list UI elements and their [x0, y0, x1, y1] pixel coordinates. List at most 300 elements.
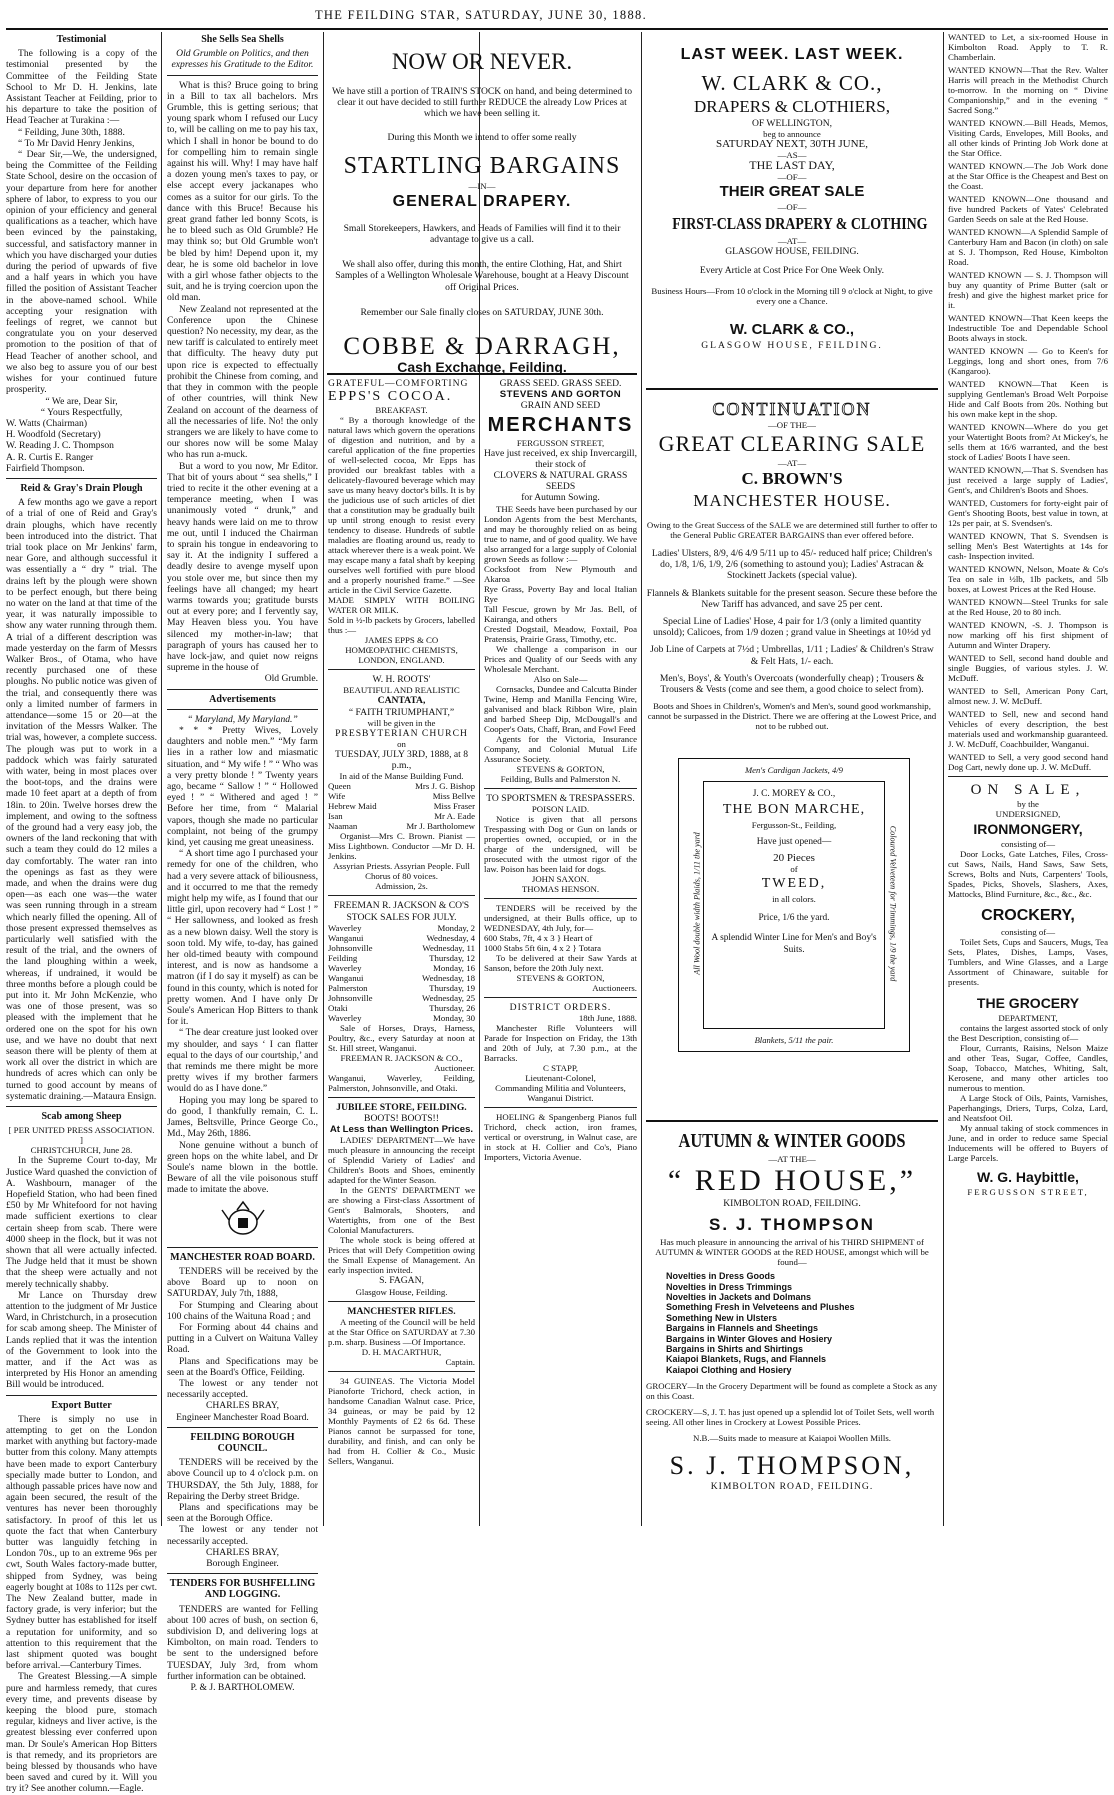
ad-text: Tall Fescue, grown by Mr Jas. Bell, of Kairanga, and others [484, 603, 637, 624]
ad-text: During this Month we intend to offer some really [387, 131, 577, 143]
sale-row [328, 1013, 475, 1023]
column-news-2 [167, 32, 318, 1694]
ad-text: HOMŒOPATHIC CHEMISTS, [345, 645, 458, 656]
ad-text: —OF— [777, 201, 807, 212]
wanted-ad: WANTED KNOWN,—That S. Svendsen has just received a large supply of Ladies', Gent's, and Children's Boots and Shoes. [948, 465, 1108, 495]
ad-text: To be delivered at their Saw Yards at Sanson, before the 20th July next. [484, 952, 637, 973]
ad-signature: Glasgow House, Feilding. [355, 1286, 448, 1297]
ad-text: Notice is given that all persons Trespassing with Dog or Gun on lands or properties owned, occupied, or in the charge of the undersigned, will be prosecuted with the utmost rigor of the law. Poison has been laid for dogs. [484, 813, 637, 874]
ad-thompson [646, 1128, 938, 1528]
goods-item: Something New in Ulsters [666, 1312, 778, 1323]
ad-text: Manchester Rifle Volunteers will Parade for Inspection on Friday, the 13th and 20th of July, at 7.30 p.m., at the Barracks. [484, 1023, 637, 1064]
sale-row [328, 983, 475, 993]
article-text: The following is a copy of the testimonial presented by the Committee of the Feilding State School to Mr D. H. Jenkins, late Assistant Teacher at Feilding, prior to his departure to take the position of Head Teacher at Turakina :— [6, 48, 157, 127]
divider [327, 373, 637, 375]
ad-signature: JOHN SAXON. [531, 873, 590, 884]
ad-text: “ By a thorough knowledge of the natural laws which govern the operations of digestion and nutrition, and by a careful application of the fine properties of well-selected cocoa, Mr Epps has provided our breakfast tables with a delicately-flavoured beverage which may save us many heavy doctor's bills. It is by the judicious use of such articles of diet that a constitution may be gradually built up until strong enough to resist every tendency to disease. Hundreds of subtle maladies are floating around us, ready to attack wherever there is a weak point. We may escape many a fatal shaft by keeping ourselves well fortified with pure blood and a properly nourished frame.” —See article in the Civil Service Gazette. [328, 415, 475, 596]
sale-date: Wednesday, 18 [422, 972, 475, 983]
divider [167, 689, 318, 690]
sale-place: Wanganui [328, 972, 364, 983]
ad-text: Rye Grass, Poverty Bay and local Italian Rye [484, 583, 637, 604]
ad-text: 600 Stabs, 7ft, 4 x 3 } Heart of [484, 932, 593, 943]
ad-text: JAMES EPPS & CO [364, 635, 439, 646]
ad-headline: “ RED HOUSE,” [667, 1164, 917, 1197]
wanted-ad: WANTED KNOWN—One thousand and five hundred Packets of Yates' Celebrated Garden Seeds on sale at the Red House. [948, 194, 1108, 224]
column-news-1 [6, 32, 157, 1795]
divider [167, 709, 318, 710]
sale-date: Wednesday, 4 [426, 932, 475, 943]
goods-item: Something Fresh in Velveteens and Plushes [666, 1302, 855, 1313]
divider [328, 1301, 475, 1302]
ad-headline: MANCHESTER RIFLES. [347, 1305, 456, 1317]
ad-headline: STARTLING BARGAINS [343, 152, 621, 179]
sale-place: Waverley [328, 1012, 362, 1023]
article-text: The Greatest Blessing.—A simple pure and harmless remedy, that cures every time, and prevents disease by keeping the blood pure, stomach regular, kidneys and liver active, is the greatest blessing ever conferred upon man. Dr Soule's American Hop Bitters is that remedy, and its proprietors are being blessed by thousands who have been saved and cured by it. Will you try it? See another column.—Eagle. [6, 1671, 157, 1795]
ad-text: MADE SIMPLY WITH BOILING WATER OR MILK. [328, 595, 475, 616]
sale-row [328, 953, 475, 963]
ad-signature: Lieutenant-Colonel, [525, 1073, 596, 1084]
sale-row [328, 963, 475, 973]
article-text: A few months ago we gave a report of a trial of one of Reid and Gray's drain ploughs, which have recently been introduced into the district. That trial took place on Mr Jenkins' farm, near Gore, and although successful it was essentially a “ dry ” trial. The drains left by the plough were shown to be perfect enough, but there being no water on the land at that time of the year, it was naturally impossible to show any water running through them. A trial of a different description was made yesterday on the farm of Messrs Walker Bros., of Otama, who have recently purchased one of these ploughs. No public notice was given of the trial, and consequently there was only a limited number of farmers in attendance—some 15 or 20—at the invitation of the Messrs Walker. The trial was, however, a complete success. The plough was put to work in a paddock which was fairly saturated with water, being in most places over the boot-tops, and the drains were made 10 feet apart at a depth of from 18in. to 20in. Twelve horses drew the implement, and owing to the softness of the ground had a very easy job, the owners of the land reckoning that with such a team they could do 12 miles a day comfortably. The water ran into the openings as fast as they were made, and when the drains were dug open—as each one was—the water was seen running through in a stream which nearly filled the opening. All of those present expressed themselves as particularly well satisfied with the result of the trial, and the owners of the land ploughing within a week, whereas, if undrained, it would be three months before a plough could be put into it. Mr John McKenzie, who was one of those present, was so pleased with the implement that he ordered one on the spot for his own use, and we have no doubt that next season there will be plenty of them at work all over the district in which are hundreds of acres which can only be turned to good account by means of systematic draining.—Mataura Ensign. [6, 497, 157, 1102]
goods-item: Bargains in Shirts and Shirtings [666, 1344, 804, 1355]
sale-place: Johnsonville [328, 992, 373, 1003]
ad-text: THE Seeds have been purchased by our London Agents from the best Merchants, and may be thoroughly relied on as being true to name, and of good quality. We have also arranged for a large supply of Colonial grown Seeds as follow :— [484, 503, 638, 564]
headline-bushfelling: TENDERS FOR BUSHFELLING AND LOGGING. [169, 1578, 316, 1601]
cast-row [328, 781, 475, 791]
article-text: What is this? Bruce going to bring in a Bill to tax all bachelors. Mrs Grumble, this is getting serious; that young spark whom I refused our Lucy to, will be calling on me to pay his tax, which I shall in honor be bound to do for compelling him to remain single against his will. Why! I may have half a dozen young men's taxes to pay, or else accept every jackanapes who comes as a suitor for our girls. To the dance with this Bruce! Because his great grand father led bonny Scots, is he to bleed such as Old Grumble? He may think so; but Old Grumble won't be bled by him! Depend upon it, my dear, he is some old bachelor in love with a girl whose father objects to the suit, and he is trying coercion upon the old man. [167, 79, 318, 304]
ad-text: contains the largest assorted stock of only the Best Description, consisting of— [948, 1023, 1108, 1043]
ad-text: Organist—Mrs C. Brown. Pianist —Miss Lightbown. Conductor —Mr D. H. Jenkins. [328, 831, 475, 862]
ad-text: GROCERY—In the Grocery Department will be found as complete a Stock as any on this Coast. [646, 1381, 938, 1402]
ad-text: Boots and Shoes in Children's, Women's and Men's, sound good workmanship, cannot be surpassed in the District. There we are offering at the Lowest Price, and not to be rubbed out. [647, 701, 937, 732]
ad-signature: STEVENS & GORTON, [516, 972, 605, 983]
ad-text: Wanganui, Waverley, Feilding, Palmerston, Johnsonville, and Otaki. [328, 1072, 475, 1093]
ad-text: THE LAST DAY, [749, 158, 835, 173]
divider [484, 788, 637, 789]
ad-text: GRASS SEED. GRASS SEED. [499, 378, 622, 389]
divider [328, 669, 475, 670]
ad-text: Ladies' Ulsters, 8/9, 4/6 4/9 5/11 up to 45/- reduced half price; Children's do, 1/8, 1/6, 1/9, 2/6 (something to astound you); Ladies' Astracan & Stockinett Jackets (special value). [651, 548, 933, 582]
ad-text: Has much pleasure in announcing the arrival of his THIRD SHIPMENT of AUTUMN & WINTER GOODS at the RED HOUSE, amongst which will be found— [655, 1237, 929, 1268]
cast-row [328, 791, 475, 801]
wanted-ad: WANTED KNOWN—That the Rev. Walter Harris will preach in the Methodist Church to-morrow. In the morning on “ Divine Companionship,” and in the evening “ Sacred Song.” [948, 65, 1108, 115]
ad-text: consisting of— [1000, 839, 1055, 849]
sale-row [328, 923, 475, 933]
headline-borough-council: FEILDING BOROUGH COUNCIL. [190, 1431, 295, 1454]
ad-text: for Autumn Sowing. [521, 492, 600, 504]
divider [167, 1247, 318, 1248]
ad-text: SATURDAY NEXT, 30TH JUNE, [715, 138, 869, 151]
ad-text: W. H. ROOTS' [372, 674, 431, 686]
ad-text: Every Article at Cost Price For One Week Only. [699, 264, 885, 276]
ad-text: Special Line of Ladies' Hose, 4 pair for 1/3 (only a limited quantity unsold); Calicoes, from 1/9 dozen ; grand value in Sheetings at 10½d yd [653, 616, 931, 639]
ad-text: CLOVERS & NATURAL GRASS SEEDS [493, 470, 628, 493]
goods-item: Kaiapoi Clothing and Hosiery [666, 1364, 792, 1375]
ad-text: In the GENTS' DEPARTMENT we are showing a First-class Assortment of Gent's Balmorals, Shooters, and Watertights, from one of the Best Colonial Manufacturers. [328, 1185, 475, 1236]
ad-headline: S. J. THOMPSON, [669, 1451, 915, 1481]
headline-scab: Scab among Sheep [41, 1111, 122, 1123]
ad-signature: STEVENS & GORTON, [516, 763, 605, 774]
ad-text: —OF THE— [768, 420, 816, 430]
ad-text: GLASGOW HOUSE, FEILDING. [725, 245, 859, 257]
ad-text: Assyrian Priests. Assyrian People. Full Chorus of 80 voices. [333, 861, 470, 882]
ad-text: N.B.—Suits made to measure at Kaiapoi Woollen Mills. [692, 1433, 891, 1444]
sale-date: Thursday, 26 [429, 1002, 475, 1013]
ad-text: In aid of the Manse Building Fund. [339, 771, 464, 782]
signatory: A. R. Curtis E. Ranger [6, 451, 94, 463]
ad-text: beg to announce [763, 129, 821, 140]
wanted-list [948, 32, 1108, 772]
ad-text: 1000 Stabs 5ft 6in, 4 x 2 } Totara [484, 942, 602, 953]
ad-text: Men's Cardigan Jackets, 4/9 [745, 765, 843, 775]
ad-text: Price, 1/6 the yard. [758, 913, 830, 923]
ad-headline: MANCHESTER HOUSE. [693, 491, 891, 510]
ad-text: of [790, 864, 798, 874]
ad-text: Also on Sale— [533, 673, 588, 684]
ad-text: J. C. MOREY & CO., [752, 789, 836, 799]
cast-role: Wife [328, 791, 346, 802]
sale-row [328, 973, 475, 983]
sale-date: Monday, 2 [437, 922, 475, 933]
headline-advertisements: Advertisements [209, 693, 276, 705]
ad-text: “ A short time ago I purchased your remedy for one of the children, who had a very severe attack of biliousness, and it occurred to me that the remedy might help my wife, as I found that our little girl, upon recovery had “ Lost ! ” “ Her sallowness, and looked as fresh as a new blown daisy. Well the story is soon told. My wife, to-day, has gained her old-timed beauty with compound interest, and is now as handsome a matron (if I do say it myself) as can be found in this county, which is noted for pretty women. And I have only Dr Soule's American Hop Bitters to thank for it. [167, 848, 318, 1028]
ad-text: BREAKFAST. [375, 405, 428, 416]
ad-headline: IRONMONGERY, [973, 821, 1083, 837]
cast-role: Naaman [328, 821, 358, 832]
ad-text: Crested Dogstail, Meadow, Foxtail, Poa Pratensis, Prairie Grass, Timothy, etc. [484, 623, 637, 644]
ad-signature: C STAPP, [543, 1063, 578, 1074]
wanted-ad: WANTED to Sell, second hand double and single Buggies, of various styles. J. W. McDuff. [948, 653, 1108, 683]
article-text: “ We are, Dear Sir, [45, 395, 118, 407]
ad-text: A splendid Winter Line for Men's and Boy's Suits. [711, 933, 877, 955]
wanted-ad: WANTED to Sell, a very good second hand Dog Cart, newly done up. J. W. McDuff. [948, 752, 1108, 772]
ad-text: Plans and specifications may be seen at the Borough Office. [167, 1501, 318, 1525]
sale-date: Thursday, 19 [429, 982, 475, 993]
ad-text: consisting of— [1000, 927, 1055, 937]
wanted-ad: WANTED KNOWN.—The Job Work done at the Star Office is the Cheapest and Best on the Coast. [948, 161, 1108, 191]
ad-text: KIMBOLTON ROAD, FEILDING. [710, 1481, 874, 1493]
ad-text: Have just opened— [756, 837, 832, 847]
ad-text: We have still a portion of TRAIN'S STOCK on hand, and being determined to clear it out have decided to still further REDUCE the already Low Prices at which we have been selling it. [331, 86, 633, 120]
sale-place: Palmerston [328, 982, 368, 993]
divider [167, 1573, 318, 1574]
article-text: “ Dear Sir,—We, the undersigned, being the Committee of the Feilding State School, desire on the occasion of your departure from here for another sphere of labor, to express to you our opinion of your efficiency and general qualifications as a teacher, which have been evinced by the painstaking, successful, and satisfactory manner in which you have discharged your duties during the period of upwards of five and a half years in which you have filled the position of Assistant Teacher in the above-named school. While accepting your resignation with feelings of regret, we cannot but congratulate you on your deserved promotion to the position of that of Head Teacher of another school, and we also beg to assure you of our best wishes for your continued future prosperity. [6, 149, 157, 396]
divider [484, 1107, 637, 1108]
ad-text: TENDERS are wanted for Felling about 100 acres of bush, on section 6, subdivision D, and delivering logs at Kimbolton, on main road. Tenders to be sent to the undersigned before TUESDAY, July 3rd, from whom further information can be obtained. [167, 1603, 318, 1682]
divider [328, 895, 475, 896]
ad-text: 34 GUINEAS. The Victoria Model Pianoforte Trichord, check action, in handsome Canadian Walnut case. Price, 34 guineas, or may be paid by 12 Monthly Payments of £2 6s 6d. These Pianos cannot be surpassed for tone, durability, and finish, and can only be had from H. Collier & Co., Music Sellers, Wanganui. [328, 1375, 475, 1466]
column-rule [641, 32, 642, 1526]
ad-headline: Cash Exchange, Feilding. [397, 359, 567, 376]
article-text: “ Feilding, June 30th, 1888. [18, 126, 125, 138]
ad-text: Flannels & Blankets suitable for the present season. Secure these before the New Tariff has advanced, and save 25 per cent. [646, 587, 938, 610]
ad-text: “ FAITH TRIUMPHANT,” [348, 706, 455, 718]
ad-text: Sale of Horses, Drays, Harness, Poultry, &c., every Saturday at noon at St. Hill street, Wanganui. [328, 1022, 475, 1053]
ad-text: For Forming about 44 chains and putting in a Culvert on Waituna Valley Road. [167, 1321, 318, 1356]
wanted-ad: WANTED KNOWN — Go to Keen's for Leggings, long and short ones, from 7/6 (Kangaroo). [948, 346, 1108, 376]
sales-list [328, 923, 475, 1023]
ad-text: Agents for the Victoria, Insurance Company, and Colonial Mutual Life Assurance Society. [484, 733, 637, 764]
ad-headline: FIRST-CLASS DRAPERY & CLOTHING [672, 213, 928, 233]
ad-text: All Wool double width Plaids, 1/11 the yard [692, 832, 702, 975]
column-ads-4 [484, 378, 637, 1528]
divider [328, 1097, 475, 1098]
ad-headline: STEVENS AND GORTON [499, 389, 622, 401]
ad-signature: Borough Engineer. [206, 1558, 279, 1569]
goods-item: Novelties in Dress Goods [666, 1271, 776, 1282]
goods-item: Novelties in Jackets and Dolmans [666, 1292, 812, 1303]
headline-export-butter: Export Butter [51, 1399, 112, 1411]
ad-signature: CHARLES BRAY, [205, 1400, 280, 1412]
ad-text: UNDERSIGNED, [995, 809, 1061, 819]
ad-text: Business Hours—From 10 o'clock in the Morning till 9 o'clock at Night, to give every one a Chance. [651, 286, 933, 307]
crest-icon [167, 1200, 318, 1243]
ad-signature: CHARLES BRAY, [205, 1546, 280, 1558]
column-rule [943, 32, 944, 1526]
ad-headline: JUBILEE STORE, FEILDING. [336, 1101, 467, 1113]
ad-headline: ON SALE, [970, 782, 1086, 798]
sale-date: Monday, 30 [433, 1012, 475, 1023]
divider [6, 1395, 157, 1396]
ad-headline: THE BON MARCHE, [722, 802, 866, 817]
wanted-ad: WANTED KNOWN—That Keen is supplying Gentleman's Broad Welt Porpoise Hide and Calf Boots from 20s. Nothing but his own make kept in the shop. [948, 379, 1108, 419]
ad-text: BOOTS! BOOTS!! [364, 1113, 439, 1125]
ad-signature: Captain. [445, 1356, 475, 1367]
ad-headline: TWEED, [761, 876, 827, 891]
sale-row [328, 943, 475, 953]
ad-headline: EPPS'S COCOA. [328, 389, 453, 405]
cast-row [328, 801, 475, 811]
goods-item: Bargains in Winter Gloves and Hosiery [666, 1333, 832, 1344]
ad-text: Plans and Specifications may be seen at the Board's Office, Feilding. [167, 1355, 318, 1378]
wanted-ad: WANTED KNOWN—Where do you get your Watertight Boots from? At Mickey's, he sells them at 16/6 warranted, and the best stock of Ladies' Boots I have seen. [948, 422, 1108, 462]
cast-row [328, 811, 475, 821]
cast-performer: Miss Bellve [432, 791, 475, 802]
wanted-ad: WANTED, Customers for forty-eight pair of Gent's Shooting Boots, best value in town, at 12s per pair, at S. Svendsen's. [948, 498, 1108, 528]
cast-performer: Mrs J. G. Bishop [415, 781, 475, 792]
ad-text: OF WELLINGTON, [751, 118, 833, 129]
wanted-ad: WANTED KNOWN—A Splendid Sample of Canterbury Ham and Bacon (in cloth) on sale at S. J. Thompson, Red House, Kimbolton Road. [948, 227, 1109, 267]
cast-performer: Miss Fraser [433, 801, 475, 812]
wanted-ad: WANTED to Sell, new and second hand Vehicles of every description, the best materials used and workmanship guaranteed. J. W. McDuff, Coachbuilder, Wanganui. [948, 709, 1108, 749]
sale-date: Wednesday, 25 [422, 992, 475, 1003]
headline-drain-plough: Reid & Gray's Drain Plough [20, 482, 143, 494]
article-text: But a word to you now, Mr Editor. That bit of yours about “ sea shells,” I tried to recite it the other evening at a temperance meeting, when I was unanimously voted “ drunk,” and heavy hands were laid on me to throw me out, until I induced the Chairman to sprain his tongue in endeavoring to say it. At the indignity I suffered a deadly desire to avenge myself upon you stole over me, but since then my feelings have all changed; my heart warms towards you; gratitude bursts out at every pore; and I fervently say, May Heaven bless you. You have silenced my mother-in-law; that paragraph of yours has caused her to have lock-jaw, and quiet now reigns supreme in the house of [167, 460, 318, 674]
ad-headline: At Less than Wellington Prices. [329, 1124, 474, 1136]
divider [167, 75, 318, 76]
ad-headline: GENERAL DRAPERY. [392, 192, 572, 210]
ad-text: FERGUSSON STREET, [516, 437, 605, 448]
ad-text: The lowest or any tender not necessarily accepted. [167, 1524, 318, 1547]
ad-text: 18th June, 1888. [578, 1013, 637, 1024]
ad-signature: Auctioneer. [434, 1062, 475, 1073]
ad-headline: NOW OR NEVER. [391, 49, 573, 74]
ad-headline: PRESBYTERIAN CHURCH [335, 727, 468, 739]
signatory: Fairfield Thompson. [6, 462, 85, 474]
ad-text: BEAUTIFUL AND REALISTIC [343, 685, 460, 696]
ad-text: POISON LAID. [531, 803, 590, 814]
ad-headline: CONTINUATION [712, 399, 872, 419]
wanted-ad: WANTED KNOWN — S. J. Thompson will buy any quantity of Prime Butter (salt or fresh) and give the highest market price for it. [948, 270, 1108, 310]
ad-text: The lowest or any tender not necessarily accepted. [167, 1377, 318, 1401]
cast-performer: Mr J. Bartholomew [406, 821, 475, 832]
ad-text: —IN— [468, 180, 496, 191]
ad-headline: CROCKERY, [981, 907, 1075, 924]
article-text: New Zealand not represented at the Conference upon the Chinese question? No necessity, my dear, as the new tariff is calculated to entirely meet that difficulty. The heavy duty put upon rice is expected to effectually prohibit the Chinese from coming, and that they in common with the people of other countries, will think New Zealand on account of the dearness of all the necessaries of life. No! the only strangers we are likely to have come to our shores now will be some Malay who has run a-muck. [167, 303, 318, 461]
divider [484, 997, 637, 998]
article-text: “ To Mr David Henry Jenkins, [18, 137, 135, 149]
ad-signature: Engineer Manchester Road Board. [176, 1411, 309, 1423]
ad-text: TENDERS will be received by the above Council up to 4 o'clock p.m. on THURSDAY, the 5th July, 1888, for Repairing the Derby street Bridge. [167, 1457, 318, 1502]
ad-headline: W. CLARK & CO., [701, 71, 883, 95]
ad-text: TENDERS will be received by the above Board up to noon on SATURDAY, July 7th, 1888, [167, 1265, 318, 1300]
ad-headline: S. J. THOMPSON [709, 1215, 875, 1235]
wanted-ad: WANTED KNOWN, That S. Svendsen is selling Men's Best Watertights at 14s for cash- Inspection invited. [948, 531, 1108, 561]
ad-headline: DISTRICT ORDERS. [509, 1001, 612, 1013]
article-text: There is simply no use in attempting to get on the London market with anything but factory-made butter from this colony. Many attempts have been made to export Canterbury specially made butter to London, and although passable prices have now and again been secured, the result of the ventures has never been thoroughly satisfactory. In proof of this let us quote the fact that when Canterbury butter was languidly fetching in London 70s., up to an extreme 96s per cwt, South Wales factory-made butter, shipped from Sydney, was being eagerly bought at 108s to 112s per cwt. The New Zealand butter, made in factory grade, is very inferior; but the Sydney butter has established for itself a reputation for uniformity, and so attention to this requirement that the last shipment quoted was bought before arrival.—Canterbury Times. [6, 1413, 157, 1672]
ad-text: Cocksfoot from New Plymouth and Akaroa [484, 563, 637, 584]
ad-text: GRAIN AND SEED [520, 400, 601, 412]
wanted-ad: WANTED to Let, a six-roomed House in Kimbolton Road. Apply to T. R. Chamberlain. [948, 32, 1108, 62]
ad-text: Door Locks, Gate Latches, Files, Cross-cut Saws, Nails, Hand Saws, Saw Sets, Screws, Bolts and Nuts, Carpenters' Tools, Spades, Picks, Shovels, Slashers, Axes, Mattocks, Blind Furniture, &c., &c., &c. [948, 849, 1108, 899]
cast-row [328, 821, 475, 831]
signature: Old Grumble. [264, 673, 318, 685]
ad-text: Sold in ½-lb packets by Grocers, labelled thus :— [328, 615, 475, 636]
ad-text: Toilet Sets, Cups and Saucers, Mugs, Tea Sets, Plates, Dishes, Lamps, Vases, Tumblers, and Wine Glasses, and a Large Assortment of Chinaware, suitable for presents. [948, 937, 1108, 987]
divider [328, 1371, 475, 1372]
wanted-ad: WANTED KNOWN, -S. J. Thompson is now marking off his first shipment of Autumn and Winter Drapery. [948, 620, 1108, 650]
divider [6, 1106, 157, 1107]
ad-headline: W. CLARK & CO., [729, 321, 855, 339]
ad-text: Men's, Boys', & Youth's Overcoats (wonderfully cheap) ; Trousers & Trousers & Vests (come and see them, a good choice to select from). [659, 672, 925, 696]
ad-text: will be given in the [367, 717, 436, 728]
divider [6, 478, 157, 479]
cast-role: Isan [328, 811, 343, 822]
ad-text: —OF— [777, 171, 807, 182]
ad-text: We shall also offer, during this month, the entire Clothing, Hat, and Shirt Samples of a Wellington Wholesale Warehouse, bought at a Heavy Discount off Original Prices. [335, 259, 629, 293]
ad-headline: AUTUMN & WINTER GOODS [678, 1130, 906, 1152]
ad-headline: W. G. Haybittle, [977, 1169, 1079, 1185]
ad-text: * * * Pretty Wives, Lovely daughters and noble men.” “My farm lies in a rather low and miasmatic situation, and “ My wife ! ” “ Who was a very pretty blonde ! ” Twenty years ago, became “ Sallow ! ” “ Hollowed eyed ! ” “ Withered and aged ! ” Before her time, from “ Malarial vapors, though she made no particular complaint, not being of the grumpy kind, yet causing me great uneasiness. [167, 724, 318, 849]
ad-text: HOELING & Spangenberg Pianos full Trichord, check action, iron frames, vertical or overstrung, in Walnut case, are in stock at H. Collier and Co's, Piano Importers, Victoria Avenue. [484, 1112, 637, 1163]
dateline: CHRISTCHURCH, June 28. [30, 1145, 133, 1156]
ad-text: Remember our Sale finally closes on SATURDAY, JUNE 30th. [360, 306, 604, 318]
ad-text: A meeting of the Council will be held at the Star Office on SATURDAY at 7.30 p.m. sharp. Business —Of Importance. [328, 1316, 475, 1347]
ad-text: —AT THE— [768, 1154, 816, 1164]
goods-item: Novelties in Dress Trimmings [666, 1281, 793, 1292]
ad-text: A Large Stock of Oils, Paints, Varnishes, Paperhangings, Driers, Turps, Colza, Lard, and Neatsfoot Oil. [948, 1093, 1108, 1123]
ad-headline: LAST WEEK. LAST WEEK. [680, 46, 904, 63]
sale-date: Thursday, 12 [429, 952, 475, 963]
ad-text: Cornsacks, Dundee and Calcutta Binder Twine, Hemp and Manilla Fencing Wire, galvanised and black Ribbon Wire, plain and barbed Sheep Dip, McDougall's and Cooper's Oats, Chaff, Bran, and Fowl Feed [484, 683, 637, 734]
cast-role: Queen [328, 781, 351, 792]
ad-headline: GREAT CLEARING SALE [658, 431, 926, 456]
column-rule [161, 32, 162, 1526]
ad-text: Coloured Velveteen for Trimmings, 1/9 the yard [888, 825, 898, 982]
ad-signature: Feilding, Bulls and Palmerston N. [500, 773, 621, 784]
ad-text: on [397, 739, 406, 750]
goods-item: Bargains in Flannels and Sheetings [666, 1323, 819, 1334]
signatory: W. Reading J. C. Thompson [6, 440, 114, 452]
sale-place: Waverley [328, 962, 362, 973]
divider [484, 898, 637, 899]
headline-sea-shells: She Sells Sea Shells [201, 34, 284, 45]
wanted-ad: WANTED KNOWN, Nelson, Moate & Co's Tea on sale in ½lb, 1lb packets, and 5lb boxes, at Lowest Prices at the Red House. [948, 564, 1108, 594]
ad-text: Small Storekeepers, Hawkers, and Heads of Families will find it to their advantage to give us a call. [343, 222, 621, 246]
sale-place: Johnsonville [328, 942, 373, 953]
column-wanted [948, 32, 1108, 1528]
ad-title: “ Maryland, My Maryland.” [187, 713, 298, 725]
masthead-rule [6, 28, 1108, 30]
ad-text: CROCKERY—S, J. T. has just opened up a splendid lot of Toilet Sets, well worth seeing. All other lines in Crockery at Lowest Possible Prices. [646, 1407, 935, 1428]
ad-clark [646, 32, 938, 387]
ad-text: Hoping you may long be spared to do good, I thankfully remain, C. L. James, Beltsville, Prince George Co., Md., May 26th, 1886. [167, 1094, 318, 1140]
ad-text: in all colors. [772, 894, 816, 904]
subheadline: Old Grumble on Politics, and then expresses his Gratitude to the Editor. [171, 48, 314, 71]
ad-text: GLASGOW HOUSE, FEILDING. [701, 340, 883, 352]
sale-place: Feilding [328, 952, 358, 963]
ad-text: TENDERS will be received by the undersigned, at their Bulls office, up to WEDNESDAY, 4th July, for— [484, 902, 637, 933]
ad-text: Admission, 2s. [375, 881, 428, 892]
goods-list [666, 1271, 938, 1375]
cast-list [328, 781, 475, 831]
ad-headline: CANTATA, [377, 695, 426, 707]
ad-morey-inner [703, 781, 885, 1029]
ad-text: DEPARTMENT, [998, 1013, 1058, 1023]
ad-text: Flour, Currants, Raisins, Nelson Maize and other Teas, Sugar, Coffee, Candles, Soap, Tobacco, Matches, Whiting, Salt, Kerosene, and many other articles too numerous to mention. [948, 1043, 1108, 1093]
divider [646, 1120, 938, 1122]
ad-text: TUESDAY, JULY 3RD, 1888, at 8 p.m., [334, 749, 468, 772]
sale-row [328, 1003, 475, 1013]
article-text: In the Supreme Court to-day, Mr Justice Ward quashed the conviction of A. Washbourn, manager of the Hopefield Station, who had been fined £50 by Mr Whitefoord for not having made sufficient exertions to clear certain sheep from scab. There were 4000 sheep in the flock, but it was not shown that all were actually infected. The Judge held that it must be shown that the sheep were actually and not merely technically shabby. [6, 1155, 157, 1290]
cast-performer: Mr A. Eade [434, 811, 475, 822]
ad-headline: THEIR GREAT SALE [719, 182, 865, 200]
ad-signature: P. & J. BARTHOLOMEW. [190, 1682, 295, 1694]
ad-text: —AT— [777, 235, 807, 246]
ad-headline: COBBE & DARRAGH, [343, 333, 621, 361]
masthead [0, 0, 1114, 30]
ad-headline: DRAPERS & CLOTHIERS, [694, 97, 890, 116]
wanted-ad: WANTED KNOWN.—Bill Heads, Memos, Visiting Cards, Envelopes, Mill Books, and all other kinds of Printing Job Work done at the Star Office. [948, 118, 1108, 158]
sale-date: Monday, 16 [433, 962, 475, 973]
sale-place: Otaki [328, 1002, 348, 1013]
wanted-ad: WANTED KNOWN—That Keen keeps the Indestructible Toe and Dependable School Boots always in stock. [948, 313, 1108, 343]
ad-text: FERGUSSON STREET, [967, 1187, 1089, 1197]
dateline: [ PER UNITED PRESS ASSOCIATION. ] [8, 1125, 155, 1146]
ad-text: by the [1017, 799, 1039, 809]
ad-text: 20 Pieces [773, 852, 815, 864]
sale-row [328, 993, 475, 1003]
ad-headline: TO SPORTSMEN & TRESPASSERS. [486, 792, 635, 804]
ad-morey-box [678, 758, 910, 1052]
ad-text: Owing to the Great Success of the SALE we are determined still further to offer to the General Public GREATER BARGAINS than ever offered before. [646, 520, 938, 540]
sale-row [328, 933, 475, 943]
ad-signature: S. FAGAN, [379, 1275, 424, 1287]
ad-signature: THOMAS HENSON. [521, 883, 600, 894]
ad-text: LONDON, ENGLAND. [358, 655, 445, 666]
masthead-title: THE FEILDING STAR, SATURDAY, JUNE 30, 1888. [315, 8, 647, 22]
divider [646, 388, 938, 390]
ad-signature: D. H. MACARTHUR, [361, 1346, 442, 1357]
ad-text: The whole stock is being offered at Prices that will Defy Competition owing the Small Expense of Management. An early inspection invited. [328, 1235, 475, 1276]
ad-signature: Auctioneers. [592, 982, 637, 993]
ad-text: “ The dear creature just looked over my shoulder, and says ‘ I can flatter equal to the days of our courtship,’ and that reminds me there might be more pretty wives if my brother farmers would do as I have done.” [167, 1027, 318, 1095]
ad-text: My annual taking of stock commences in June, and in order to reduce same Special Inducements will be offered to Buyers of Large Parcels. [948, 1123, 1108, 1163]
ad-text: LADIES' DEPARTMENT—We have much pleasure in announcing the receipt of Splendid Variety of Ladies' and Children's Boots and Shoes, eminently adapted for the Winter Season. [328, 1135, 475, 1186]
article-text: “ Yours Respectfully, [40, 406, 123, 418]
headline-road-board: MANCHESTER ROAD BOARD. [170, 1251, 315, 1263]
signatory: H. Woodfold (Secretary) [6, 429, 101, 441]
